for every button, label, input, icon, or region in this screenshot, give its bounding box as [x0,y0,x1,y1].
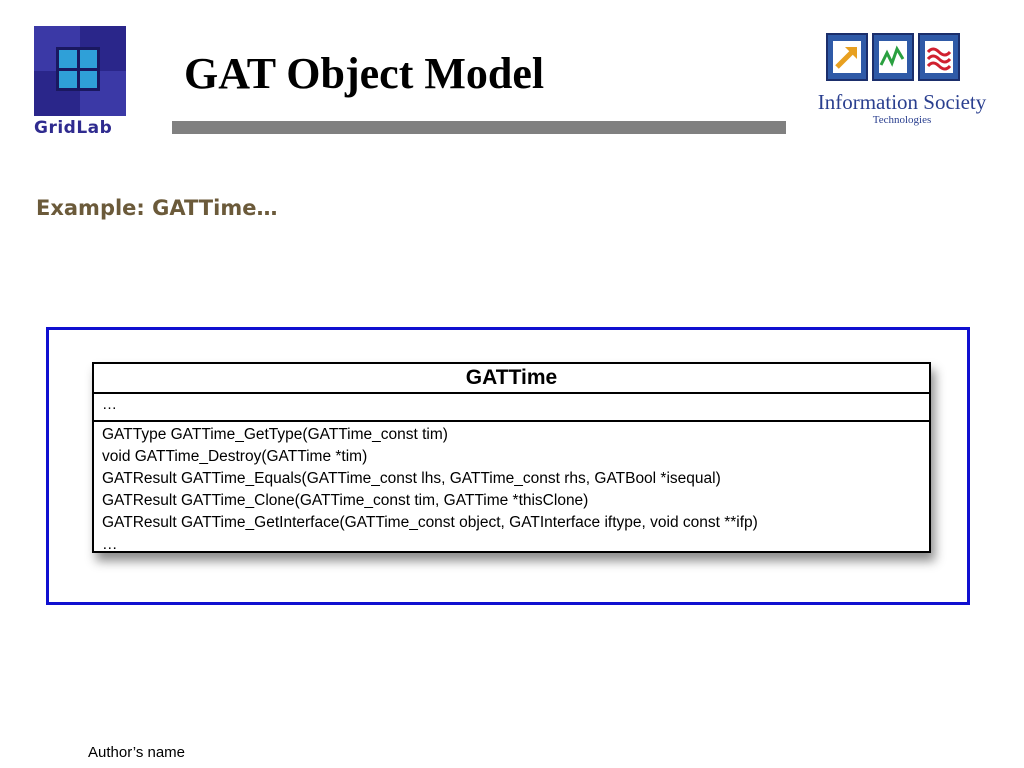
uml-class-box [92,362,931,553]
ist-logo [806,30,998,130]
ist-approx-icon [918,33,960,81]
uml-methods [94,422,929,556]
ist-logo-subtext: Technologies [872,114,932,126]
uml-method: GATType GATTime_GetType(GATTime_const tim) [102,426,448,443]
uml-method: GATResult GATTime_Equals(GATTime_const lhs, GATTime_const rhs, GATBool *isequal) [102,470,721,487]
example-heading: Example: GATTime… [36,196,278,220]
page-title: GAT Object Model [184,49,545,98]
ist-arrow-icon [826,33,868,81]
gridlab-logo [34,26,128,138]
uml-method: void GATTime_Destroy(GATTime *tim) [102,448,368,465]
uml-method: GATResult GATTime_GetInterface(GATTime_const object, GATInterface iftype, void const **ifp) [102,514,758,531]
gridlab-logo-text: GridLab [34,118,113,138]
uml-method: … [102,536,118,553]
footer-author: Author’s name [88,744,186,761]
gridlab-window-icon [34,26,126,116]
ist-logo-text: Information Society [817,90,987,114]
ist-wave-icon [872,33,914,81]
uml-class-name: GATTime [94,364,929,394]
uml-attributes: … [94,394,929,422]
title-underline [172,121,786,134]
uml-method: GATResult GATTime_Clone(GATTime_const tim, GATTime *thisClone) [102,492,589,509]
